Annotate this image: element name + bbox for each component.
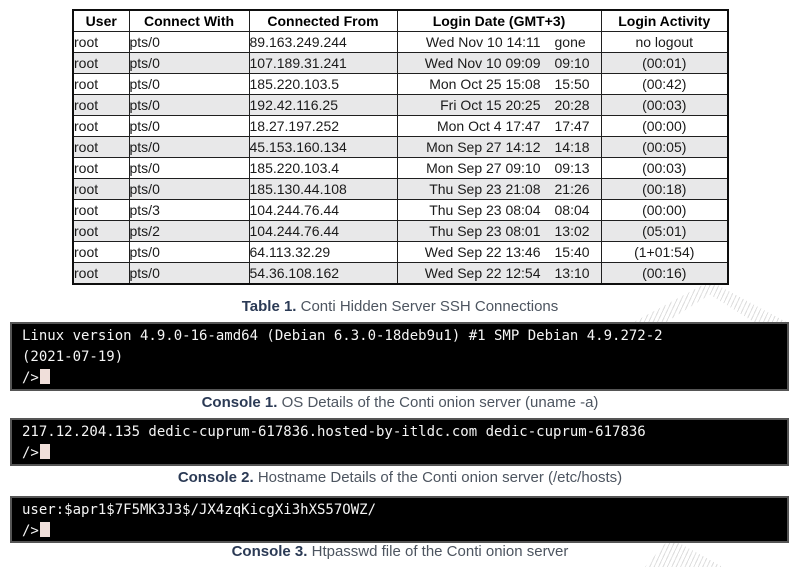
cell-connected-from: 185.220.103.5 [249, 74, 397, 95]
logout-time: 13:10 [554, 265, 590, 281]
cell-connected-from: 54.36.108.162 [249, 263, 397, 285]
console-output-htpasswd [10, 496, 789, 543]
console-1-caption-label: Console 1. [201, 394, 278, 411]
table-row [73, 32, 728, 53]
login-datetime: Wed Nov 10 09:09 [424, 55, 541, 71]
cell-connected-from: 89.163.249.244 [249, 32, 397, 53]
prompt-text: /> [22, 523, 39, 539]
cell-login-activity: (1+01:54) [601, 242, 728, 263]
cell-login-activity: no logout [601, 32, 728, 53]
prompt-text: /> [22, 370, 39, 386]
cell-login-date [397, 242, 601, 263]
login-datetime: Wed Sep 22 13:46 [424, 244, 541, 260]
console-line: (2021-07-19) [22, 349, 124, 365]
console-output-hosts [10, 418, 789, 466]
table-row [73, 95, 728, 116]
login-datetime: Mon Oct 4 17:47 [436, 118, 541, 134]
cell-login-activity: (00:18) [601, 179, 728, 200]
cell-connected-from: 185.130.44.108 [249, 179, 397, 200]
table-row [73, 74, 728, 95]
logout-time: 15:50 [554, 76, 590, 92]
console-output-uname [10, 322, 789, 391]
table-row [73, 221, 728, 242]
cell-login-activity: (00:05) [601, 137, 728, 158]
col-header-connect-with: Connect With [129, 10, 249, 32]
cell-login-date [397, 137, 601, 158]
cell-login-activity: (00:42) [601, 74, 728, 95]
cell-connected-from: 18.27.197.252 [249, 116, 397, 137]
logout-time: 17:47 [554, 118, 590, 134]
table-row [73, 116, 728, 137]
ssh-connections-table [72, 9, 729, 285]
cell-connected-from: 64.113.32.29 [249, 242, 397, 263]
cell-connect-with: pts/0 [129, 158, 249, 179]
login-datetime: Mon Sep 27 14:12 [426, 139, 541, 155]
cell-connected-from: 45.153.160.134 [249, 137, 397, 158]
login-datetime: Thu Sep 23 08:01 [429, 223, 541, 239]
cell-login-date [397, 158, 601, 179]
cell-connect-with: pts/0 [129, 179, 249, 200]
logout-time: 09:10 [554, 55, 590, 71]
cell-user: root [73, 32, 129, 53]
cell-user: root [73, 53, 129, 74]
ssh-table-body [73, 32, 728, 285]
cell-connected-from: 107.189.31.241 [249, 53, 397, 74]
cell-user: root [73, 242, 129, 263]
console-3-caption [0, 542, 800, 562]
login-datetime: Fri Oct 15 20:25 [440, 97, 541, 113]
logout-time: 08:04 [554, 202, 590, 218]
table-row [73, 158, 728, 179]
cell-connect-with: pts/0 [129, 263, 249, 285]
cell-connected-from: 185.220.103.4 [249, 158, 397, 179]
console-line: Linux version 4.9.0-16-amd64 (Debian 6.3.0-18deb9u1) #1 SMP Debian 4.9.272-2 [22, 328, 663, 344]
cell-connect-with: pts/0 [129, 242, 249, 263]
cell-login-date [397, 53, 601, 74]
table-row [73, 179, 728, 200]
console-2-caption-text: Hostname Details of the Conti onion server (/etc/hosts) [253, 469, 623, 486]
cell-user: root [73, 158, 129, 179]
table-row [73, 242, 728, 263]
cell-login-activity: (05:01) [601, 221, 728, 242]
col-header-login-date: Login Date (GMT+3) [397, 10, 601, 32]
logout-time: 14:18 [554, 139, 590, 155]
cell-connect-with: pts/0 [129, 32, 249, 53]
cell-connect-with: pts/0 [129, 95, 249, 116]
cell-user: root [73, 116, 129, 137]
cell-login-date [397, 221, 601, 242]
prompt-text: /> [22, 445, 39, 461]
col-header-login-activity: Login Activity [601, 10, 728, 32]
table-caption-text: Conti Hidden Server SSH Connections [296, 298, 559, 315]
cell-login-date [397, 32, 601, 53]
cell-user: root [73, 137, 129, 158]
cell-connect-with: pts/2 [129, 221, 249, 242]
console-prompt-line [22, 443, 777, 464]
cell-connect-with: pts/0 [129, 137, 249, 158]
logout-time: 15:40 [554, 244, 590, 260]
cell-login-date [397, 179, 601, 200]
logout-time: 13:02 [554, 223, 590, 239]
table-caption-label: Table 1. [241, 298, 297, 315]
cell-user: root [73, 200, 129, 221]
cell-connect-with: pts/0 [129, 53, 249, 74]
cell-connected-from: 104.244.76.44 [249, 221, 397, 242]
login-datetime: Thu Sep 23 21:08 [429, 181, 541, 197]
console-prompt-line [22, 521, 777, 542]
col-header-user: User [73, 10, 129, 32]
login-datetime: Wed Nov 10 14:11 [425, 34, 541, 50]
cell-connect-with: pts/0 [129, 116, 249, 137]
cell-login-date [397, 95, 601, 116]
cell-login-activity: (00:00) [601, 200, 728, 221]
table-row [73, 263, 728, 285]
table-row [73, 53, 728, 74]
console-1-caption [0, 393, 800, 413]
cell-user: root [73, 74, 129, 95]
table-row [73, 200, 728, 221]
login-datetime: Mon Oct 25 15:08 [429, 76, 541, 92]
cell-login-activity: (00:03) [601, 158, 728, 179]
cell-login-date [397, 200, 601, 221]
table-caption [0, 297, 800, 317]
cursor-block [40, 444, 50, 459]
cell-user: root [73, 179, 129, 200]
cell-login-date [397, 116, 601, 137]
cell-connected-from: 192.42.116.25 [249, 95, 397, 116]
cell-login-activity: (00:16) [601, 263, 728, 285]
console-line: 217.12.204.135 dedic-cuprum-617836.hosted-by-itldc.com dedic-cuprum-617836 [22, 424, 646, 440]
login-datetime: Wed Sep 22 12:54 [424, 265, 541, 281]
cell-user: root [73, 263, 129, 285]
cell-login-activity: (00:01) [601, 53, 728, 74]
logout-time: 21:26 [554, 181, 590, 197]
login-datetime: Thu Sep 23 08:04 [429, 202, 541, 218]
logout-time: 20:28 [554, 97, 590, 113]
cursor-block [40, 369, 50, 384]
console-3-caption-text: Htpasswd file of the Conti onion server [307, 543, 569, 560]
console-1-caption-text: OS Details of the Conti onion server (uname -a) [277, 394, 599, 411]
cell-connect-with: pts/3 [129, 200, 249, 221]
logout-time: 09:13 [554, 160, 590, 176]
cell-user: root [73, 95, 129, 116]
console-prompt-line [22, 368, 777, 389]
login-datetime: Mon Sep 27 09:10 [426, 160, 541, 176]
table-header [73, 10, 728, 32]
table-row [73, 137, 728, 158]
console-3-caption-label: Console 3. [231, 543, 308, 560]
cell-login-date [397, 263, 601, 285]
console-line: user:$apr1$7F5MK3J3$/JX4zqKicgXi3hXS57OWZ/ [22, 502, 377, 518]
cell-login-activity: (00:03) [601, 95, 728, 116]
logout-time: gone [554, 34, 586, 50]
cell-connected-from: 104.244.76.44 [249, 200, 397, 221]
console-2-caption [0, 468, 800, 488]
console-2-caption-label: Console 2. [177, 469, 254, 486]
cell-login-activity: (00:00) [601, 116, 728, 137]
col-header-connected-from: Connected From [249, 10, 397, 32]
cell-login-date [397, 74, 601, 95]
cursor-block [40, 522, 50, 537]
cell-connect-with: pts/0 [129, 74, 249, 95]
cell-user: root [73, 221, 129, 242]
